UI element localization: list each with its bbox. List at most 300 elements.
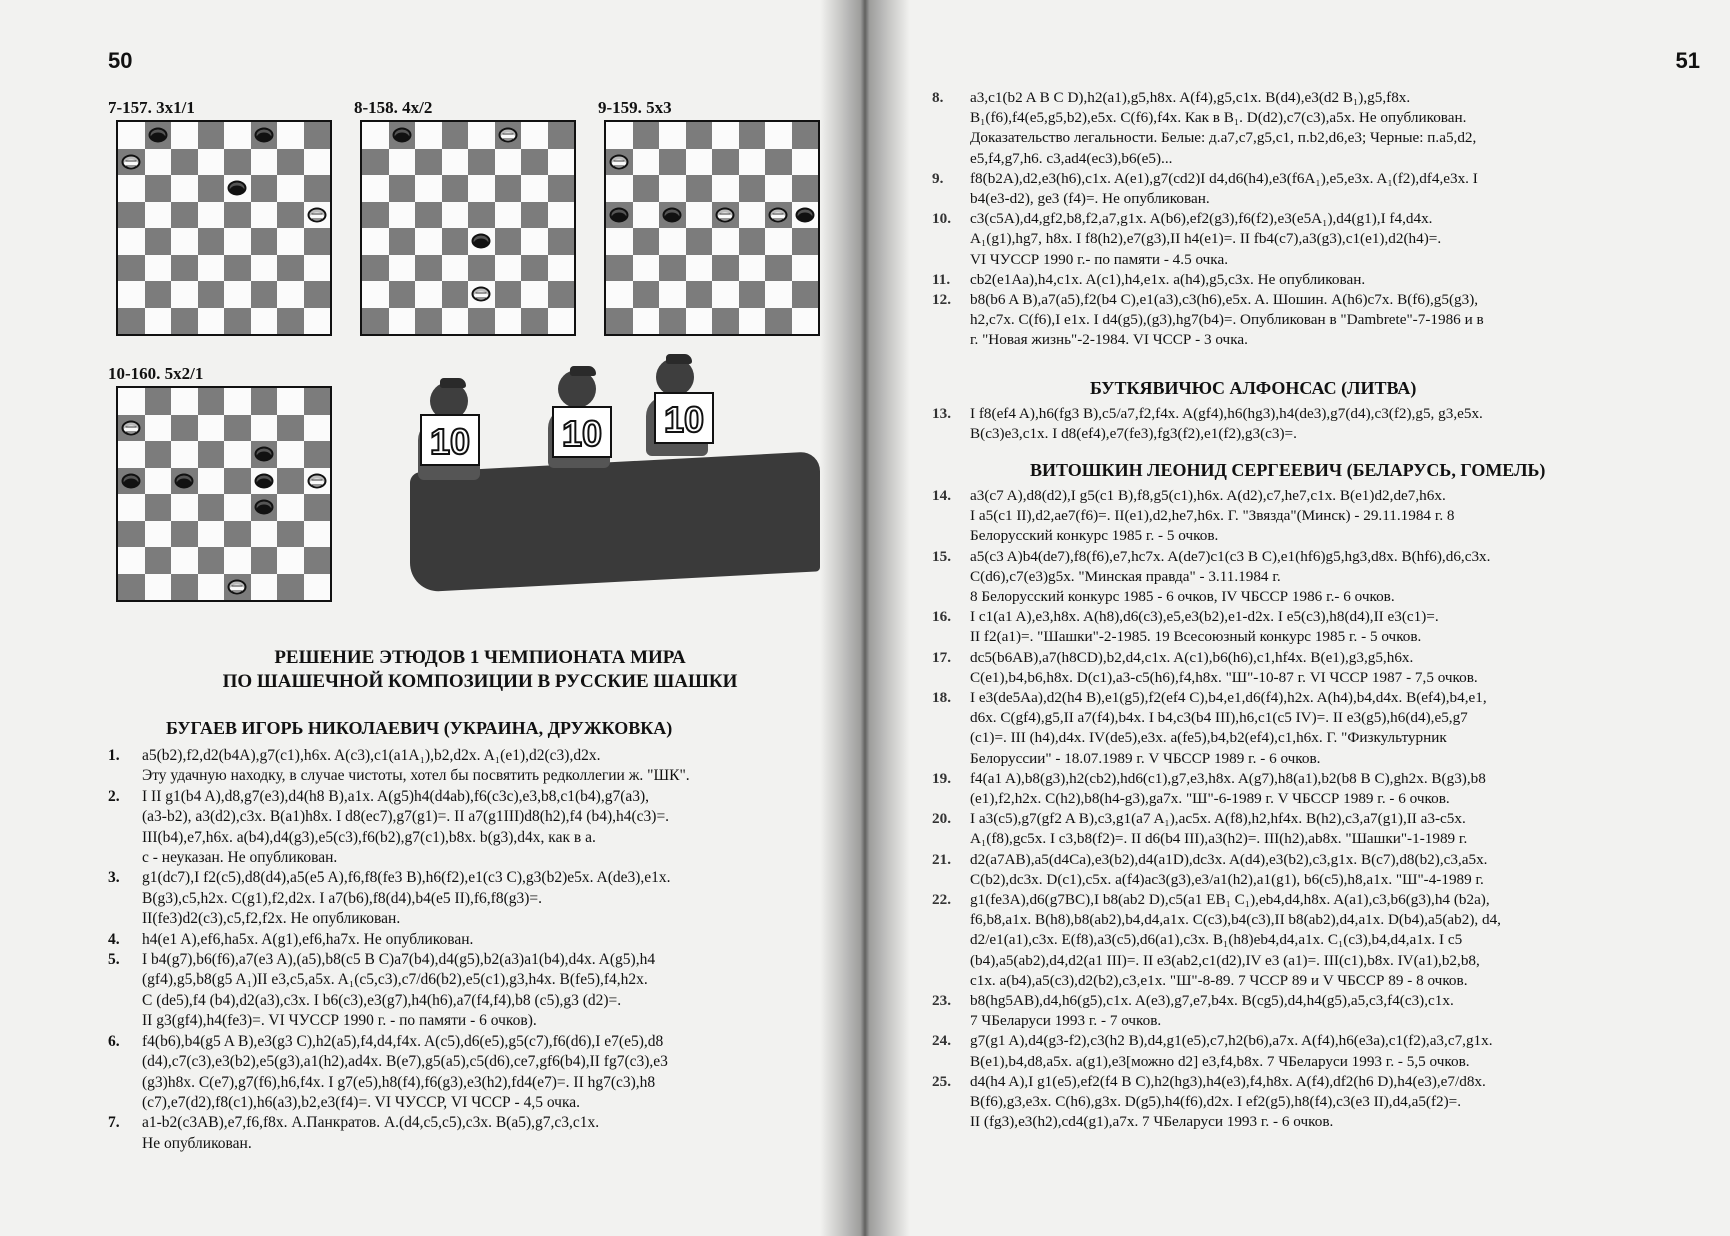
- board-square: [548, 255, 575, 282]
- board-square: [468, 255, 495, 282]
- board-square: [415, 308, 442, 335]
- board-square: [277, 149, 304, 176]
- board-square: [171, 255, 198, 282]
- solution-line: II g3(gf4),h4(fe3)=. VI ЧУССР 1990 г. - по памяти - 6 очков).: [142, 1012, 537, 1030]
- board-square: [712, 308, 739, 335]
- board-square: [686, 255, 713, 282]
- board-square: [659, 255, 686, 282]
- board-square: [442, 228, 469, 255]
- solution-entry: [932, 890, 1712, 991]
- solution-entry: [108, 1113, 828, 1154]
- board-square: [171, 308, 198, 335]
- solution-line: (g3)h8x. C(e7),g7(f6),h6,f4x. I g7(e5),h8(f4),f6(g3),e3(h2),fd4(e7)=. II hg7(c3),h8: [142, 1073, 656, 1091]
- solution-line: I b4(g7),b6(f6),a7(e3 A),(a5),b8(c5 B C)a7(b4),d4(g5),b2(a3)a1(b4),d4x. A(g5),h4: [142, 951, 656, 969]
- board-square: [442, 149, 469, 176]
- board-square: [171, 415, 198, 442]
- board-square: [171, 441, 198, 468]
- board-square: [495, 255, 522, 282]
- board-square: [224, 441, 251, 468]
- white-king-piece: [472, 287, 491, 302]
- white-king-piece: [498, 128, 517, 143]
- board-square: [251, 468, 278, 495]
- board-square: [277, 441, 304, 468]
- checkers-board: [116, 386, 332, 602]
- board-square: [712, 255, 739, 282]
- board-square: [118, 441, 145, 468]
- board-square: [765, 228, 792, 255]
- board-square: [251, 547, 278, 574]
- board-square: [739, 122, 766, 149]
- solution-line: Не опубликован.: [142, 1134, 252, 1152]
- black-checker-piece: [254, 473, 273, 488]
- solution-line: I e3(de5Aa),d2(h4 B),e1(g5),f2(ef4 C),b4,e1,d6(f4),h2x. A(h4),b4,d4x. B(ef4),b4,e1,: [970, 689, 1487, 707]
- board-square: [606, 281, 633, 308]
- board-square: [792, 281, 819, 308]
- solution-line: с - неуказан. Не опубликован.: [142, 849, 338, 867]
- solution-entry: [932, 547, 1712, 608]
- board-square: [224, 308, 251, 335]
- board-square: [251, 281, 278, 308]
- board-square: [277, 202, 304, 229]
- board-square: [442, 255, 469, 282]
- board-square: [304, 308, 331, 335]
- judges-cartoon: [400, 360, 820, 600]
- board-square: [606, 255, 633, 282]
- board-square: [792, 149, 819, 176]
- board-square: [495, 122, 522, 149]
- board-square: [521, 149, 548, 176]
- board-square: [224, 255, 251, 282]
- board-square: [495, 308, 522, 335]
- black-checker-piece: [148, 128, 167, 143]
- board-square: [739, 228, 766, 255]
- board-square: [495, 175, 522, 202]
- board-square: [362, 255, 389, 282]
- solution-number: 9.: [932, 169, 944, 187]
- board-square: [362, 175, 389, 202]
- board-square: [251, 308, 278, 335]
- board-square: [442, 202, 469, 229]
- board-square: [362, 202, 389, 229]
- section-title: РЕШЕНИЕ ЭТЮДОВ 1 ЧЕМПИОНАТА МИРА: [274, 647, 686, 668]
- board-square: [389, 281, 416, 308]
- score-card: 10: [654, 392, 714, 444]
- board-square: [442, 122, 469, 149]
- author-heading: БУТКЯВИЧЮС АЛФОНСАС (ЛИТВА): [1090, 378, 1417, 398]
- black-checker-piece: [663, 207, 682, 222]
- solution-line: a5(c3 A)b4(de7),f8(f6),e7,hc7x. A(de7)c1(c3 B C),e1(hf6)g5,hg3,d8x. B(hf6),d6,c3x.: [970, 547, 1491, 565]
- board-square: [686, 149, 713, 176]
- board-square: [606, 202, 633, 229]
- white-king-piece: [122, 420, 141, 435]
- board-square: [659, 149, 686, 176]
- board-square: [415, 228, 442, 255]
- board-square: [198, 388, 225, 415]
- left-page: [0, 0, 864, 1236]
- board-square: [548, 281, 575, 308]
- board-square: [198, 255, 225, 282]
- board-square: [792, 202, 819, 229]
- solutions-list: [932, 486, 1712, 1133]
- solution-number: 7.: [108, 1114, 120, 1132]
- board-square: [251, 388, 278, 415]
- solution-line: Белорусский конкурс 1985 г. - 5 очков.: [970, 527, 1219, 545]
- solution-entry: [108, 868, 828, 929]
- solution-line: f6,b8,a1x. B(h8),b8(ab2),b4,d4,a1x. C(c3),b4(c3),II b8(ab2),d4,a1x. D(b4),a5(ab2), d4,: [970, 911, 1501, 929]
- board-square: [304, 547, 331, 574]
- solution-line: I II g1(b4 A),d8,g7(e3),d4(h8 B),a1x. A(g5)h4(d4ab),f6(c3c),e3,b8,c1(b4),g7(a3),: [142, 787, 650, 805]
- score-card: 10: [420, 414, 480, 466]
- board-square: [765, 202, 792, 229]
- board-square: [606, 228, 633, 255]
- board-square: [548, 228, 575, 255]
- solution-number: 2.: [108, 787, 120, 805]
- board-square: [118, 255, 145, 282]
- solution-line: (c7),e7(d2),f8(c1),h6(a3),b2,e3(f4)=. VI ЧУССР, VI ЧССР - 4,5 очка.: [142, 1093, 581, 1111]
- board-square: [686, 228, 713, 255]
- board-square: [198, 228, 225, 255]
- board-square: [389, 202, 416, 229]
- board-square: [633, 281, 660, 308]
- board-square: [224, 149, 251, 176]
- board-square: [145, 122, 172, 149]
- page-number: 50: [108, 48, 133, 73]
- checkers-board: [604, 120, 820, 336]
- board-square: [521, 122, 548, 149]
- solution-line: B(e1),b4,d8,a5x. a(g1),e3[можно d2] e3,f4,b8x. 7 ЧБеларуси 1993 г. - 5,5 очков.: [970, 1052, 1470, 1070]
- white-king-piece: [122, 154, 141, 169]
- white-king-piece: [716, 207, 735, 222]
- black-checker-piece: [392, 128, 411, 143]
- solution-line: VI ЧУССР 1990 г.- по памяти - 4.5 очка.: [970, 250, 1228, 268]
- solution-number: 3.: [108, 869, 120, 887]
- board-square: [606, 149, 633, 176]
- solution-line: г. "Новая жизнь"-2-1984. VI ЧССР - 3 очка.: [970, 331, 1248, 349]
- board-square: [521, 202, 548, 229]
- white-king-piece: [307, 207, 326, 222]
- board-square: [277, 122, 304, 149]
- board-square: [606, 122, 633, 149]
- board-square: [739, 255, 766, 282]
- board-square: [521, 308, 548, 335]
- board-square: [277, 281, 304, 308]
- board-square: [686, 122, 713, 149]
- solution-line: d2(a7AB),a5(d4Ca),e3(b2),d4(a1D),dc3x. A(d4),e3(b2),c3,g1x. B(c7),d8(b2),c3,a5x.: [970, 850, 1488, 868]
- board-square: [495, 202, 522, 229]
- solution-line: B₁(f6),f4(e5,g5,b2),e5x. C(f6),f4x. Как в B₁. D(d2),c7(c3),a5x. Не опубликован.: [970, 109, 1467, 127]
- board-square: [118, 308, 145, 335]
- solution-number: 17.: [932, 648, 951, 666]
- board-square: [277, 415, 304, 442]
- solution-line: a3,c1(b2 A B C D),h2(a1),g5,h8x. A(f4),g5,c1x. B(d4),e3(d2 B₁),g5,f8x.: [970, 89, 1411, 106]
- board-square: [765, 122, 792, 149]
- board-square: [118, 175, 145, 202]
- board-square: [251, 255, 278, 282]
- board-square: [739, 175, 766, 202]
- board-square: [198, 149, 225, 176]
- solution-line: (d4),c7(c3),e3(b2),e5(g3),a1(h2),ad4x. B(e7),g5(a5),c5(d6),ce7,gf6(b4),II fg7(c3),e3: [142, 1053, 668, 1071]
- board-square: [118, 122, 145, 149]
- board-square: [171, 494, 198, 521]
- board-square: [224, 228, 251, 255]
- board-square: [145, 468, 172, 495]
- board-square: [304, 521, 331, 548]
- solution-number: 18.: [932, 689, 951, 707]
- board-square: [304, 122, 331, 149]
- board-square: [362, 149, 389, 176]
- board-square: [521, 175, 548, 202]
- solution-entry: [932, 991, 1712, 1031]
- board-square: [606, 308, 633, 335]
- diagram-label: 9-159. 5x3: [598, 98, 672, 117]
- board-square: [362, 281, 389, 308]
- board-square: [495, 149, 522, 176]
- solution-line: a1-b2(c3AB),e7,f6,f8x. А.Панкратов. A.(d4,c5,c5),c3x. B(a5),g7,c3,c1x.: [142, 1114, 600, 1132]
- white-king-piece: [610, 154, 629, 169]
- solution-line: c1x. a(b4),a5(c3),d2(b2),c3,e1x. "Ш"-8-89. 7 ЧССР 89 и V ЧБССР 89 - 8 очков.: [970, 971, 1468, 989]
- solution-number: 5.: [108, 951, 120, 969]
- solution-line: d2/e1(a1),c3x. E(f8),a3(c5),d6(a1),c3x. B₁(h8)eb4,d4,a1x. C₁(c3),b4,d4,a1x. I c5: [970, 931, 1463, 949]
- solution-line: a3(c7 A),d8(d2),I g5(c1 B),f8,g5(c1),h6x. A(d2),c7,he7,c1x. B(e1)d2,de7,h6x.: [970, 487, 1446, 504]
- solution-entry: [932, 404, 1712, 444]
- board-square: [251, 415, 278, 442]
- board-square: [171, 388, 198, 415]
- board-square: [468, 228, 495, 255]
- board-square: [712, 149, 739, 176]
- board-square: [118, 415, 145, 442]
- black-checker-piece: [122, 473, 141, 488]
- solution-line: h4(e1 A),ef6,ha5x. A(g1),ef6,ha7x. Не опубликован.: [142, 930, 474, 948]
- board-square: [792, 255, 819, 282]
- solution-line: f8(b2A),d2,e3(h6),c1x. A(e1),g7(cd2)I d4,d6(h4),e3(f6A₁),e5,e3x. A₁(f2),df4,e3x. I: [970, 169, 1478, 187]
- board-square: [224, 547, 251, 574]
- board-square: [633, 255, 660, 282]
- board-square: [362, 308, 389, 335]
- solution-entry: [932, 486, 1712, 547]
- board-square: [198, 468, 225, 495]
- solution-entry: [932, 169, 1712, 209]
- board-square: [712, 175, 739, 202]
- board-square: [633, 228, 660, 255]
- board-square: [362, 122, 389, 149]
- board-square: [659, 202, 686, 229]
- solution-line: II (fg3),e3(h2),cd4(g1),a7x. 7 ЧБеларуси 1993 г. - 6 очков.: [970, 1113, 1334, 1131]
- board-square: [765, 308, 792, 335]
- board-square: [633, 122, 660, 149]
- board-square: [495, 281, 522, 308]
- board-square: [548, 202, 575, 229]
- board-square: [739, 281, 766, 308]
- solution-line: B(f6),g3,e3x. C(h6),g3x. D(g5),h4(f6),d2x. I ef2(g5),h8(f4),c3(e3 II),d4,a5(f2)=.: [970, 1093, 1462, 1111]
- board-square: [659, 122, 686, 149]
- solution-number: 6.: [108, 1032, 120, 1050]
- board-square: [118, 574, 145, 601]
- board-square: [686, 175, 713, 202]
- board-square: [251, 175, 278, 202]
- board-square: [633, 202, 660, 229]
- board-square: [251, 149, 278, 176]
- solution-line: Белоруссии" - 18.07.1989 г. V ЧБССР 1989 г. - 6 очков.: [970, 749, 1321, 767]
- solution-line: (c1)=. III (h4),d4x. IV(de5),e3x. a(fe5),b4,b2(ef4),c1,h6x. Г. "Физкультурник: [970, 729, 1447, 747]
- solution-entry: [932, 209, 1712, 270]
- board-square: [224, 494, 251, 521]
- solution-line: 7 ЧБеларуси 1993 г. - 7 очков.: [970, 1012, 1162, 1030]
- solution-line: e5,f4,g7,h6. c3,ad4(ec3),b6(e5)...: [970, 149, 1173, 167]
- board-square: [251, 521, 278, 548]
- solution-number: 1.: [108, 747, 120, 764]
- board-square: [468, 281, 495, 308]
- board-square: [118, 547, 145, 574]
- solution-line: I c1(a1 A),e3,h8x. A(h8),d6(c3),e5,e3(b2),e1-d2x. I e5(c3),h8(d4),II e3(c1)=.: [970, 608, 1439, 626]
- board-square: [277, 308, 304, 335]
- board-square: [171, 202, 198, 229]
- board-square: [198, 308, 225, 335]
- board-square: [304, 281, 331, 308]
- board-square: [739, 308, 766, 335]
- board-square: [224, 521, 251, 548]
- board-square: [171, 468, 198, 495]
- solution-line: g1(fe3A),d6(g7BC),I b8(ab2 D),c5(a1 EB₁ C₁),eb4,d4,h8x. A(a1),c3,b6(g3),h4 (b2a),: [970, 891, 1490, 909]
- board-square: [521, 281, 548, 308]
- board-square: [198, 122, 225, 149]
- board-square: [686, 202, 713, 229]
- solution-line: III(b4),e7,h6x. a(b4),d4(g3),e5(c3),f6(b2),g7(c1),b8x. b(g3),d4x, как в a.: [142, 828, 596, 846]
- solution-line: (gf4),g5,b8(g5 A₁)II e3,c5,a5x. A₁(c5,c3),c7/d6(b2),e5(c1),g3,h4x. B(fe5),f4,h2x.: [142, 971, 648, 989]
- board-square: [277, 388, 304, 415]
- board-square: [145, 388, 172, 415]
- board-square: [415, 281, 442, 308]
- solution-number: 8.: [932, 89, 944, 106]
- solution-line: C (de5),f4 (b4),d2(a3),c3x. I b6(c3),e3(g7),h4(h6),a7(f4,f4),b8 (c5),g3 (d2)=.: [142, 991, 622, 1009]
- board-square: [251, 494, 278, 521]
- white-king-piece: [307, 473, 326, 488]
- board-square: [145, 175, 172, 202]
- board-square: [765, 175, 792, 202]
- board-square: [468, 308, 495, 335]
- board-square: [389, 308, 416, 335]
- board-square: [224, 388, 251, 415]
- board-square: [712, 228, 739, 255]
- board-square: [277, 228, 304, 255]
- board-square: [633, 308, 660, 335]
- board-square: [362, 228, 389, 255]
- solution-line: II(fe3)d2(c3),c5,f2,f2x. Не опубликован.: [142, 910, 401, 928]
- board-square: [765, 281, 792, 308]
- board-square: [468, 175, 495, 202]
- board-square: [198, 521, 225, 548]
- diagram-label: 7-157. 3x1/1: [108, 98, 195, 117]
- board-square: [442, 281, 469, 308]
- board-square: [389, 149, 416, 176]
- solution-line: C(d6),c7(e3)g5x. "Минская правда" - 3.11.1984 г.: [970, 567, 1281, 585]
- solution-line: g7(g1 A),d4(g3-f2),c3(h2 B),d4,g1(e5),c7,h2(b6),a7x. A(f4),h6(e3a),c1(f2),a3,c7,g1x.: [970, 1032, 1493, 1050]
- board-square: [277, 175, 304, 202]
- board-square: [792, 308, 819, 335]
- board-square: [198, 494, 225, 521]
- board-square: [251, 228, 278, 255]
- board-square: [304, 415, 331, 442]
- board-square: [224, 122, 251, 149]
- board-square: [118, 202, 145, 229]
- board-square: [548, 175, 575, 202]
- board-square: [659, 308, 686, 335]
- diagram-label: 10-160. 5x2/1: [108, 364, 204, 383]
- board-square: [304, 441, 331, 468]
- board-square: [145, 202, 172, 229]
- board-square: [712, 122, 739, 149]
- solution-line: B(g3),c5,h2x. C(g1),f2,d2x. I a7(b6),f8(d4),b4(e5 II),f6,f8(g3)=.: [142, 889, 543, 907]
- solutions-list: [108, 746, 828, 1154]
- board-square: [548, 308, 575, 335]
- solution-line: b4(e3-d2), ge3 (f4)=. Не опубликован.: [970, 190, 1210, 208]
- board-square: [171, 574, 198, 601]
- solution-number: 15.: [932, 547, 951, 565]
- solution-line: (a3-b2), a3(d2),c3x. B(a1)h8x. I d8(ec7),g7(g1)=. II a7(g1III)d8(h2),f4 (b4),h4(c3)=.: [142, 808, 670, 826]
- board-square: [765, 149, 792, 176]
- board-square: [495, 228, 522, 255]
- solution-line: Эту удачную находку, в случае чистоты, хотел бы посвятить редколлегии ж. "ШК".: [142, 767, 690, 785]
- board-square: [389, 175, 416, 202]
- board-square: [251, 574, 278, 601]
- board-square: [415, 149, 442, 176]
- solution-entry: [932, 809, 1712, 849]
- board-square: [304, 388, 331, 415]
- solution-line: I a5(c1 II),d2,ae7(f6)=. II(e1),d2,he7,h6x. Г. "Звязда"(Минск) - 29.11.1984 г. 8: [970, 507, 1455, 525]
- solution-entry: [932, 769, 1712, 809]
- solution-line: C(b2),dc3x. D(c1),c5x. a(f4)ac3(g3),e3/a1(h2),a1(g1), b6(c5),h8,a1x. "Ш"-4-1989 г.: [970, 870, 1484, 888]
- solution-line: c3(c5A),d4,gf2,b8,f2,a7,g1x. A(b6),ef2(g3),f6(f2),e3(e5A₁),d4(g1),I f4,d4x.: [970, 210, 1433, 228]
- board-square: [198, 202, 225, 229]
- board-square: [792, 175, 819, 202]
- solution-line: d6x. C(gf4),g5,II a7(f4),b4x. I b4,c3(b4 III),h6,c1(c5 IV)=. II e3(g5),h6(d4),e5,g7: [970, 709, 1468, 727]
- board-square: [198, 441, 225, 468]
- black-checker-piece: [795, 207, 814, 222]
- board-square: [389, 122, 416, 149]
- solution-line: Доказательство легальности. Белые: д.a7,c7,g5,c1, п.b2,d6,e3; Черные: п.a5,d2,: [970, 129, 1477, 147]
- board-square: [739, 202, 766, 229]
- solution-number: 12.: [932, 291, 951, 309]
- white-king-piece: [769, 207, 788, 222]
- board-square: [415, 122, 442, 149]
- board-square: [442, 175, 469, 202]
- board-square: [145, 574, 172, 601]
- solution-entry: [932, 607, 1712, 647]
- solution-number: 14.: [932, 487, 951, 504]
- board-square: [277, 494, 304, 521]
- board-square: [224, 415, 251, 442]
- page-number: 51: [1675, 48, 1700, 73]
- solution-line: B(c3)e3,c1x. I d8(ef4),e7(fe3),fg3(f2),e1(f2),g3(c3)=.: [970, 425, 1297, 443]
- board-square: [171, 175, 198, 202]
- board-square: [224, 202, 251, 229]
- solution-entry: [932, 648, 1712, 688]
- board-square: [118, 149, 145, 176]
- black-checker-piece: [175, 473, 194, 488]
- solution-line: g1(dc7),I f2(c5),d8(d4),a5(e5 A),f6,f8(fe3 B),h6(f2),e1(c3 C),g3(b2)e5x. A(de3),e1x.: [142, 869, 671, 887]
- board-square: [548, 149, 575, 176]
- solution-line: (e1),f2,h2x. C(h2),b8(h4-g3),ga7x. "Ш"-6-1989 г. V ЧБССР 1989 г. - 6 очков.: [970, 790, 1450, 808]
- white-king-piece: [228, 579, 247, 594]
- right-page: [864, 0, 1730, 1236]
- solution-line: 8 Белорусский конкурс 1985 - 6 очков, IV ЧБССР 1986 г.- 6 очков.: [970, 588, 1395, 606]
- board-square: [468, 122, 495, 149]
- board-square: [686, 281, 713, 308]
- board-square: [277, 468, 304, 495]
- board-square: [198, 574, 225, 601]
- board-square: [224, 175, 251, 202]
- score-card: 10: [552, 406, 612, 458]
- author-heading: ВИТОШКИН ЛЕОНИД СЕРГЕЕВИЧ (БЕЛАРУСЬ, ГОМЕЛЬ): [1030, 460, 1546, 480]
